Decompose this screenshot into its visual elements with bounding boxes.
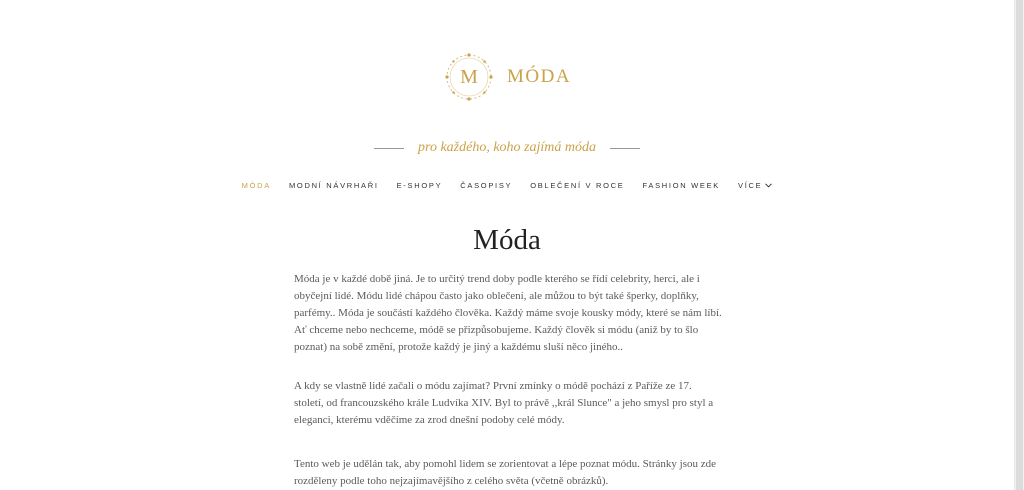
scrollbar[interactable] [1014, 0, 1024, 490]
page-title: Móda [473, 224, 541, 256]
paragraph: A kdy se vlastně lidé začali o módu zajímat? První zmínky o módě pochází z Paříže ze 17. století, od francouzského krále Ludvíka XIV. Byl to právě ,,král Slunce" a jeho smysl pro styl a eleganci, kterému vděčíme za zrod dnešní podoby celé módy. [294, 380, 714, 426]
nav-item-modni-navrhari[interactable]: MODNÍ NÁVRHAŘI [288, 181, 379, 190]
divider-left [374, 148, 404, 149]
nav-item-obleceni-v-roce[interactable]: OBLEČENÍ V ROCE [530, 181, 625, 190]
main-navigation [0, 181, 1014, 190]
chevron-down-icon [765, 181, 772, 190]
site-logo[interactable] [443, 51, 571, 103]
nav-item-moda[interactable]: MÓDA [241, 181, 271, 190]
logo-text: MÓDA [507, 66, 572, 87]
nav-item-vice-label: VÍCE [738, 181, 763, 190]
article-content [294, 271, 722, 487]
nav-item-e-shopy[interactable]: E-SHOPY [396, 181, 443, 190]
paragraph: Móda je v každé době jiná. Je to určitý trend doby podle kterého se řídí celebrity, herci, ale i obyčejní lidé. Módu lidé chápou často jako oblečení, ale můžou to být také šperky, doplňky, parfémy.. Móda je součástí každého člověka. Každý máme svoje kousky módy, které se nám líbí. Ať chceme nebo nechceme, módě se přizpůsobujeme. Každý člověk si módu (aniž by to šlo poznat) na sobě změní, protože každý je jiný a každému sluší něco jiného.. [294, 273, 722, 353]
nav-item-fashion-week[interactable]: FASHION WEEK [642, 181, 721, 190]
wreath-icon [443, 51, 495, 103]
nav-item-vice[interactable] [738, 181, 772, 190]
tagline-row [0, 140, 1014, 156]
nav-item-casopisy[interactable]: ČASOPISY [460, 181, 513, 190]
divider-right [610, 148, 640, 149]
logo-letter: M [460, 66, 478, 88]
tagline: pro každého, koho zajímá móda [418, 140, 596, 155]
paragraph: Tento web je udělán tak, aby pomohl lidem se zorientovat a lépe poznat módu. Stránky jsou zde rozděleny podle toho nejzajímavějšího z celého světa (včetně obrázků). [294, 458, 717, 487]
scrollbar-thumb[interactable] [1016, 0, 1023, 490]
